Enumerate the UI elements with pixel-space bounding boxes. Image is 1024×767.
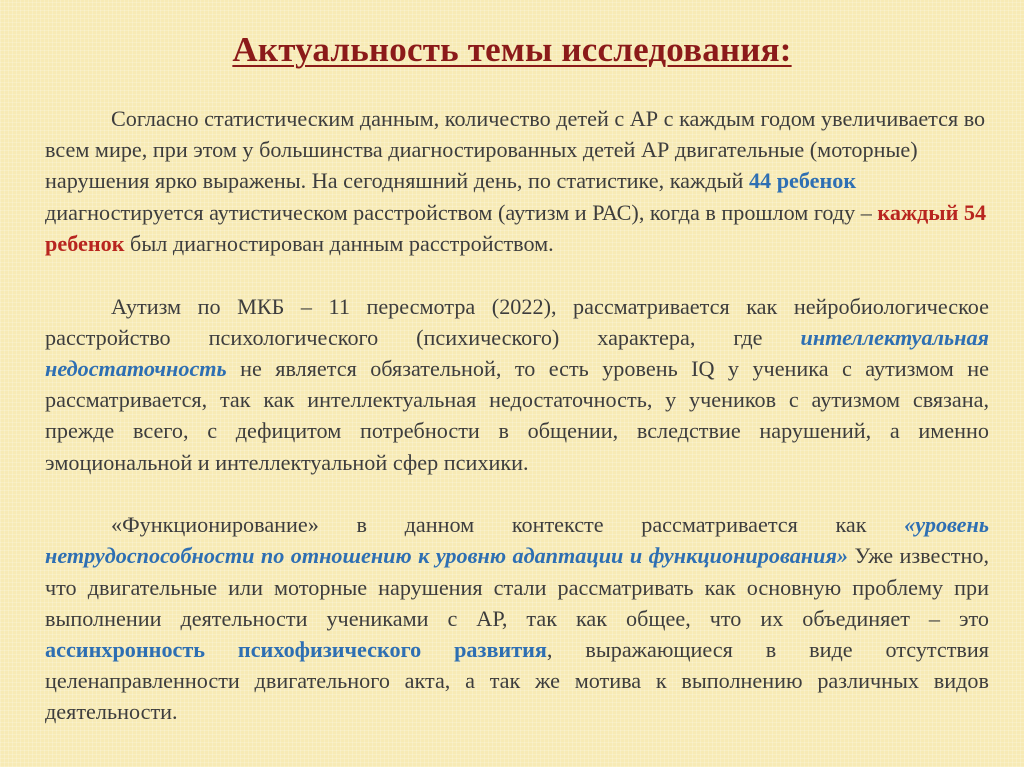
highlight-54-child: каждый 54 ребенок: [45, 199, 987, 256]
paragraph-statistics-text-2: диагностируется аутистическом расстройством (аутизм и РАС), когда в прошлом году –: [45, 199, 878, 225]
paragraph-statistics-text-3: был диагностирован данным расстройством.: [124, 230, 554, 256]
paragraph-gap: [45, 478, 989, 510]
paragraph-functioning: [45, 509, 989, 727]
paragraph-statistics-text-1: Согласно статистическим данным, количество детей с АР с каждым годом увеличивается во всем мире, при этом у большинства диагностированных детей АР двигательные (моторные) нарушения ярко выражены. На сегодняшний день, по статистике, каждый: [45, 106, 986, 194]
paragraph-autism-icd-text-1: Аутизм по МКБ – 11 пересмотра (2022), рассматривается как нейробиологическое расстройство психологического (психического) характера, где: [45, 293, 989, 350]
paragraph-functioning-text-3: , выражающиеся в виде отсутствия целенаправленности двигательного акта, а так же мотива к выполнению различных видов деятельности.: [45, 637, 989, 725]
slide-title: Актуальность темы исследования:: [232, 30, 792, 69]
paragraph-autism-icd: [45, 291, 989, 478]
highlight-asynchrony-development: ассинхронность психофизического развития: [45, 637, 547, 663]
paragraph-functioning-text-1: «Функционирование» в данном контексте рассматривается как: [111, 512, 905, 538]
paragraph-functioning-text-2: Уже известно, что двигательные или моторные нарушения стали рассматривать как основную проблему при выполнении деятельности учениками с АР, так как общее, что их объединяет – это: [45, 543, 989, 631]
highlight-44-child: 44 ребенок: [748, 168, 857, 194]
highlight-functioning-definition: «уровень нетрудоспособности по отношению к уровню адаптации и функционирования»: [45, 512, 989, 569]
paragraph-gap: [45, 259, 989, 291]
paragraph-autism-icd-text-2: не является обязательной, то есть уровень IQ у ученика с аутизмом не рассматривается, так как интеллектуальная недостаточность, у учеников с аутизмом связана, прежде всего, с дефицитом потребности в общении, вследствие нарушений, а именно эмоциональной и интеллектуальной сфер психики.: [45, 355, 989, 475]
paragraph-statistics: [45, 103, 989, 259]
slide-body: [45, 103, 989, 728]
highlight-intellectual-deficiency: интеллектуальная недостаточность: [45, 324, 989, 381]
